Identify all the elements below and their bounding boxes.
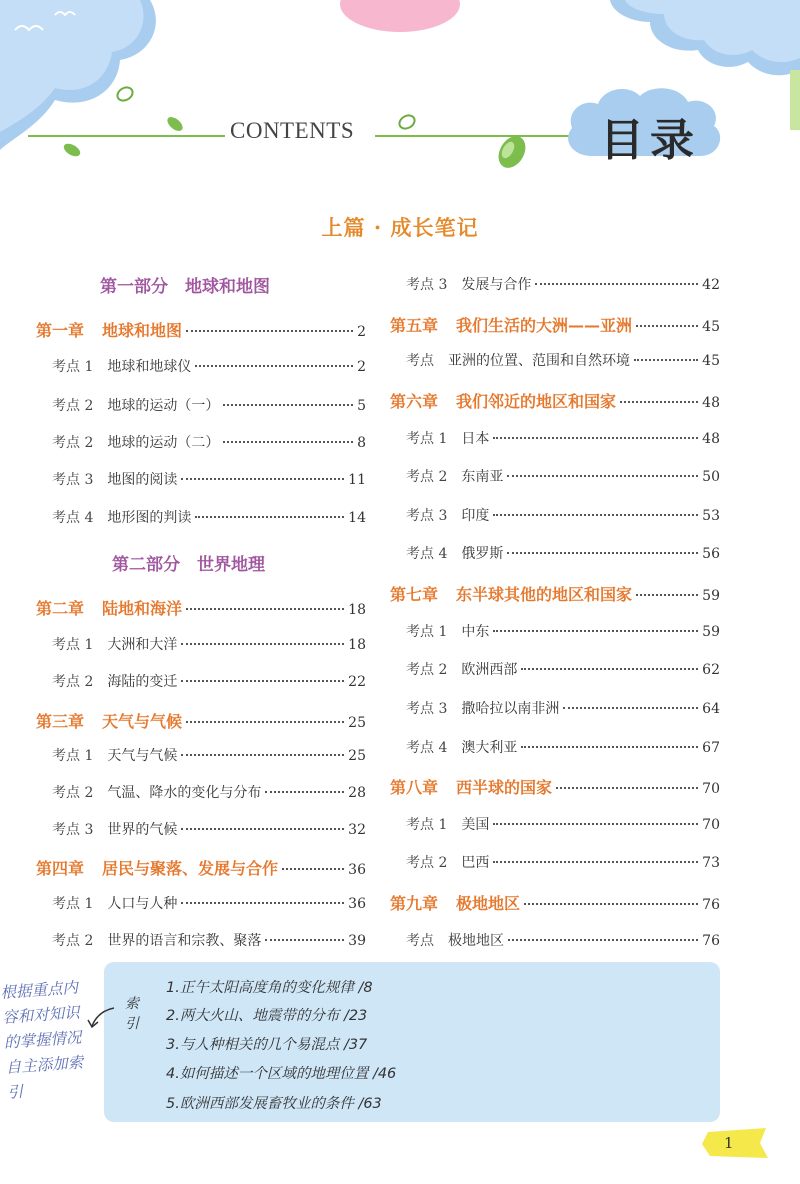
kaodian-entry[interactable] — [406, 852, 720, 872]
arrow-icon — [84, 1000, 118, 1034]
dot-leader — [493, 823, 698, 825]
kaodian-title: 地球的运动（一） — [107, 398, 220, 414]
kaodian-entry[interactable] — [52, 507, 366, 527]
dot-leader — [521, 668, 698, 670]
chapter-2-entry[interactable] — [36, 596, 366, 619]
index-item: 2.两大火山、地震带的分布 /23 — [166, 1008, 368, 1024]
dot-leader — [186, 721, 344, 723]
page-number: 32 — [348, 822, 366, 838]
dot-leader — [181, 754, 344, 756]
dot-leader — [195, 365, 353, 367]
chapter-title: 居民与聚落、发展与合作 — [102, 859, 279, 878]
chapter-7-entry[interactable] — [390, 582, 720, 605]
page-number: 76 — [702, 897, 720, 913]
chapter-title: 陆地和海洋 — [102, 599, 183, 618]
part-title: 上篇 · 成长笔记 — [321, 215, 479, 240]
page-number: 70 — [702, 817, 720, 833]
chapter-title: 极地地区 — [456, 894, 521, 913]
chapter-label: 第九章 — [390, 894, 439, 913]
kaodian-label: 考点 1 — [52, 896, 94, 912]
dot-leader — [195, 516, 344, 518]
kaodian-entry[interactable] — [52, 745, 366, 765]
index-item: 1.正午太阳高度角的变化规律 /8 — [166, 980, 373, 996]
page-number: 59 — [702, 588, 720, 604]
kaodian-label: 考点 3 — [406, 508, 448, 524]
dot-leader — [493, 861, 698, 863]
kaodian-entry[interactable] — [406, 505, 720, 525]
kaodian-entry[interactable] — [52, 893, 366, 913]
kaodian-label: 考点 2 — [52, 933, 94, 949]
kaodian-title: 东南亚 — [461, 469, 504, 485]
kaodian-label: 考点 1 — [52, 359, 94, 375]
kaodian-title: 撒哈拉以南非洲 — [461, 701, 560, 717]
page-number: 73 — [702, 855, 720, 871]
index-item: 3.与人种相关的几个易混点 /37 — [166, 1037, 368, 1053]
dot-leader — [181, 478, 344, 480]
page-number: 22 — [348, 674, 366, 690]
chapter-title: 地球和地图 — [102, 321, 183, 340]
dot-leader — [493, 630, 698, 632]
page-number: 45 — [702, 353, 720, 369]
chapter-label: 第七章 — [390, 585, 439, 604]
kaodian-title: 美国 — [461, 817, 490, 833]
kaodian-label: 考点 4 — [406, 740, 448, 756]
page-number: 45 — [702, 319, 720, 335]
kaodian-label: 考点 2 — [406, 469, 448, 485]
page-number: 2 — [357, 324, 366, 340]
kaodian-entry[interactable] — [52, 432, 366, 452]
chapter-3-entry[interactable] — [36, 709, 366, 732]
dot-leader — [563, 707, 698, 709]
page-number: 11 — [348, 472, 366, 488]
kaodian-label: 考点 2 — [52, 674, 94, 690]
kaodian-title: 巴西 — [461, 855, 490, 871]
kaodian-title: 气温、降水的变化与分布 — [107, 785, 262, 801]
dot-leader — [223, 404, 353, 406]
kaodian-label: 考点 2 — [406, 662, 448, 678]
kaodian-entry[interactable] — [406, 814, 720, 834]
page-number: 25 — [348, 748, 366, 764]
kaodian-entry[interactable] — [52, 782, 366, 802]
page-number: 64 — [702, 701, 720, 717]
kaodian-title: 地球和地球仪 — [107, 359, 192, 375]
kaodian-entry[interactable] — [406, 737, 720, 757]
kaodian-title: 亚洲的位置、范围和自然环境 — [448, 353, 630, 369]
page-number: 8 — [357, 435, 366, 451]
dot-leader — [556, 787, 698, 789]
contents-heading: CONTENTS — [230, 118, 355, 143]
kaodian-entry[interactable] — [52, 819, 366, 839]
page-number: 14 — [348, 510, 366, 526]
page-number: 53 — [702, 508, 720, 524]
index-label: 索引 — [125, 996, 139, 1032]
kaodian-entry[interactable] — [406, 350, 720, 370]
chapter-4-entry[interactable] — [36, 856, 366, 879]
page-number: 50 — [702, 469, 720, 485]
page-number: 18 — [348, 602, 366, 618]
kaodian-label: 考点 4 — [406, 546, 448, 562]
dot-leader — [493, 437, 698, 439]
chapter-title: 我们邻近的地区和国家 — [456, 392, 617, 411]
page-badge — [700, 1126, 770, 1160]
chapter-5-entry[interactable] — [390, 313, 720, 336]
dot-leader — [186, 608, 344, 610]
kaodian-title: 澳大利亚 — [461, 740, 518, 756]
kaodian-label: 考点 2 — [52, 398, 94, 414]
kaodian-entry[interactable] — [52, 395, 366, 415]
kaodian-entry[interactable] — [52, 671, 366, 691]
kaodian-title: 地图的阅读 — [107, 472, 178, 488]
chapter-title: 东半球其他的地区和国家 — [456, 585, 633, 604]
kaodian-title: 世界的语言和宗教、聚落 — [107, 933, 262, 949]
page-number-label: 1 — [724, 1134, 734, 1152]
dot-leader — [521, 746, 698, 748]
kaodian-title: 印度 — [461, 508, 490, 524]
dot-leader — [507, 552, 698, 554]
kaodian-title: 俄罗斯 — [461, 546, 504, 562]
kaodian-title: 发展与合作 — [461, 277, 532, 293]
dot-leader — [634, 359, 698, 361]
dot-leader — [508, 939, 698, 941]
kaodian-title: 地形图的判读 — [107, 510, 192, 526]
page-number: 56 — [702, 546, 720, 562]
kaodian-title: 欧洲西部 — [461, 662, 518, 678]
dot-leader — [181, 828, 344, 830]
kaodian-label: 考点 — [406, 353, 434, 369]
kaodian-entry[interactable] — [52, 930, 366, 950]
dot-leader — [282, 868, 344, 870]
page-number: 59 — [702, 624, 720, 640]
page-number: 67 — [702, 740, 720, 756]
page-number: 39 — [348, 933, 366, 949]
chapter-title: 西半球的国家 — [456, 778, 553, 797]
dot-leader — [620, 401, 698, 403]
page-number: 25 — [348, 715, 366, 731]
kaodian-title: 中东 — [461, 624, 490, 640]
chapter-label: 第五章 — [390, 316, 439, 335]
dot-leader — [223, 441, 353, 443]
kaodian-label: 考点 3 — [52, 472, 94, 488]
page-number: 42 — [702, 277, 720, 293]
kaodian-entry[interactable] — [406, 621, 720, 641]
kaodian-entry[interactable] — [52, 356, 366, 376]
chapter-1-entry[interactable] — [36, 318, 366, 341]
kaodian-title: 大洲和大洋 — [107, 637, 178, 653]
page-number: 76 — [702, 933, 720, 949]
index-item: 5.欧洲西部发展畜牧业的条件 /63 — [166, 1096, 382, 1112]
chapter-title: 我们生活的大洲——亚洲 — [456, 316, 633, 335]
dot-leader — [493, 514, 698, 516]
chapter-label: 第三章 — [36, 712, 85, 731]
kaodian-label: 考点 1 — [406, 431, 448, 447]
chapter-label: 第二章 — [36, 599, 85, 618]
dot-leader — [524, 903, 698, 905]
chapter-label: 第八章 — [390, 778, 439, 797]
kaodian-title: 日本 — [461, 431, 490, 447]
kaodian-entry[interactable] — [406, 466, 720, 486]
chapter-label: 第一章 — [36, 321, 85, 340]
kaodian-label: 考点 2 — [406, 855, 448, 871]
kaodian-label: 考点 3 — [52, 822, 94, 838]
kaodian-entry[interactable] — [406, 543, 720, 563]
section-title-1: 第一部分 地球和地图 — [100, 277, 270, 297]
kaodian-label: 考点 4 — [52, 510, 94, 526]
section-title-2: 第二部分 世界地理 — [112, 555, 265, 575]
kaodian-label: 考点 2 — [52, 435, 94, 451]
kaodian-entry[interactable] — [406, 274, 720, 294]
mulu-heading: 目录 — [600, 115, 700, 166]
page-number: 2 — [357, 359, 366, 375]
kaodian-label: 考点 1 — [52, 637, 94, 653]
kaodian-entry[interactable] — [406, 698, 720, 718]
page-number: 48 — [702, 431, 720, 447]
index-item: 4.如何描述一个区域的地理位置 /46 — [166, 1066, 397, 1082]
handwritten-side-note: 根据重点内容和对知识的掌握情况自主添加索引 — [0, 978, 84, 1102]
kaodian-title: 地球的运动（二） — [107, 435, 220, 451]
page-number: 36 — [348, 896, 366, 912]
page-number: 5 — [357, 398, 366, 414]
kaodian-entry[interactable] — [406, 659, 720, 679]
dot-leader — [181, 680, 344, 682]
page-number: 70 — [702, 781, 720, 797]
kaodian-title: 极地地区 — [448, 933, 504, 949]
kaodian-title: 世界的气候 — [107, 822, 178, 838]
kaodian-label: 考点 1 — [52, 748, 94, 764]
dot-leader — [265, 791, 344, 793]
page-number: 62 — [702, 662, 720, 678]
chapter-label: 第四章 — [36, 859, 85, 878]
dot-leader — [265, 939, 344, 941]
kaodian-title: 天气与气候 — [107, 748, 178, 764]
kaodian-entry[interactable] — [52, 469, 366, 489]
dot-leader — [636, 594, 698, 596]
dot-leader — [507, 475, 698, 477]
dot-leader — [636, 325, 698, 327]
kaodian-entry[interactable] — [52, 634, 366, 654]
dot-leader — [181, 902, 344, 904]
chapter-title: 天气与气候 — [102, 712, 183, 731]
page-number: 48 — [702, 395, 720, 411]
chapter-9-entry[interactable] — [390, 891, 720, 914]
kaodian-label: 考点 — [406, 933, 434, 949]
kaodian-label: 考点 2 — [52, 785, 94, 801]
kaodian-label: 考点 3 — [406, 277, 448, 293]
kaodian-title: 海陆的变迁 — [107, 674, 178, 690]
page-number: 36 — [348, 862, 366, 878]
kaodian-entry[interactable] — [406, 428, 720, 448]
chapter-8-entry[interactable] — [390, 775, 720, 798]
chapter-6-entry[interactable] — [390, 389, 720, 412]
dot-leader — [186, 330, 353, 332]
page-number: 18 — [348, 637, 366, 653]
chapter-label: 第六章 — [390, 392, 439, 411]
kaodian-label: 考点 1 — [406, 624, 448, 640]
kaodian-title: 人口与人种 — [107, 896, 178, 912]
kaodian-entry[interactable] — [406, 930, 720, 950]
page-number: 28 — [348, 785, 366, 801]
dot-leader — [535, 283, 698, 285]
kaodian-label: 考点 3 — [406, 701, 448, 717]
kaodian-label: 考点 1 — [406, 817, 448, 833]
dot-leader — [181, 643, 344, 645]
